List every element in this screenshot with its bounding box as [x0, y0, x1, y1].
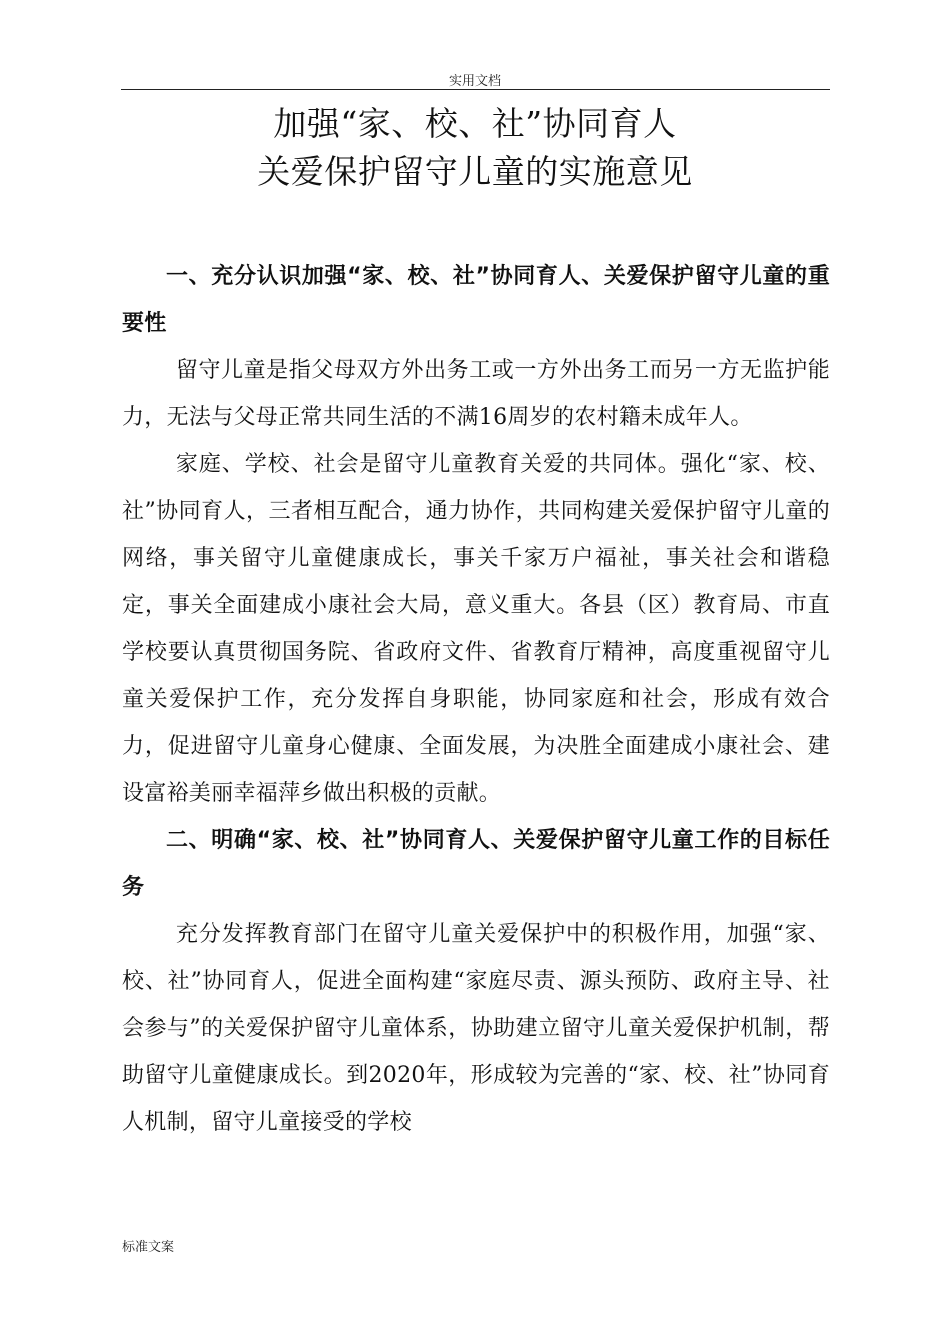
page-header-label: 实用文档 [448, 74, 501, 89]
title-line-2: 关爱保护留守儿童的实施意见 [257, 152, 693, 191]
section-1-heading: 一、充分认识加强“家、校、社”协同育人、关爱保护留守儿童的重要性 [122, 264, 830, 336]
section-2-paragraph-1: 充分发挥教育部门在留守儿童关爱保护中的积极作用，加强“家、校、社”协同育人，促进全面构建“家庭尽责、源头预防、政府主导、社会参与”的关爱保护留守儿童体系，协助建立留守儿童关爱保护机制，帮助留守儿童健康成长。到2020年，形成较为完善的“家、校、社”协同育人机制，留守儿童接受的学校 [122, 922, 830, 1135]
document-title [0, 100, 950, 196]
section-1-paragraph-2: 家庭、学校、社会是留守儿童教育关爱的共同体。强化“家、校、社”协同育人，三者相互配合，通力协作，共同构建关爱保护留守儿童的网络，事关留守儿童健康成长，事关千家万户福祉，事关社会和谐稳定，事关全面建成小康社会大局，意义重大。各县（区）教育局、市直学校要认真贯彻国务院、省政府文件、省教育厅精神，高度重视留守儿童关爱保护工作，充分发挥自身职能，协同家庭和社会，形成有效合力，促进留守儿童身心健康、全面发展，为决胜全面建成小康社会、建设富裕美丽幸福萍乡做出积极的贡献。 [122, 452, 830, 806]
section-2-heading: 二、明确“家、校、社”协同育人、关爱保护留守儿童工作的目标任务 [122, 828, 830, 900]
document-body [122, 253, 830, 1146]
header-divider [121, 89, 830, 90]
section-1-paragraph-1: 留守儿童是指父母双方外出务工或一方外出务工而另一方无监护能力，无法与父母正常共同生活的不满16周岁的农村籍未成年人。 [122, 358, 830, 430]
title-line-1: 加强“家、校、社”协同育人 [273, 104, 677, 143]
page-footer-label: 标准文案 [122, 1240, 175, 1255]
